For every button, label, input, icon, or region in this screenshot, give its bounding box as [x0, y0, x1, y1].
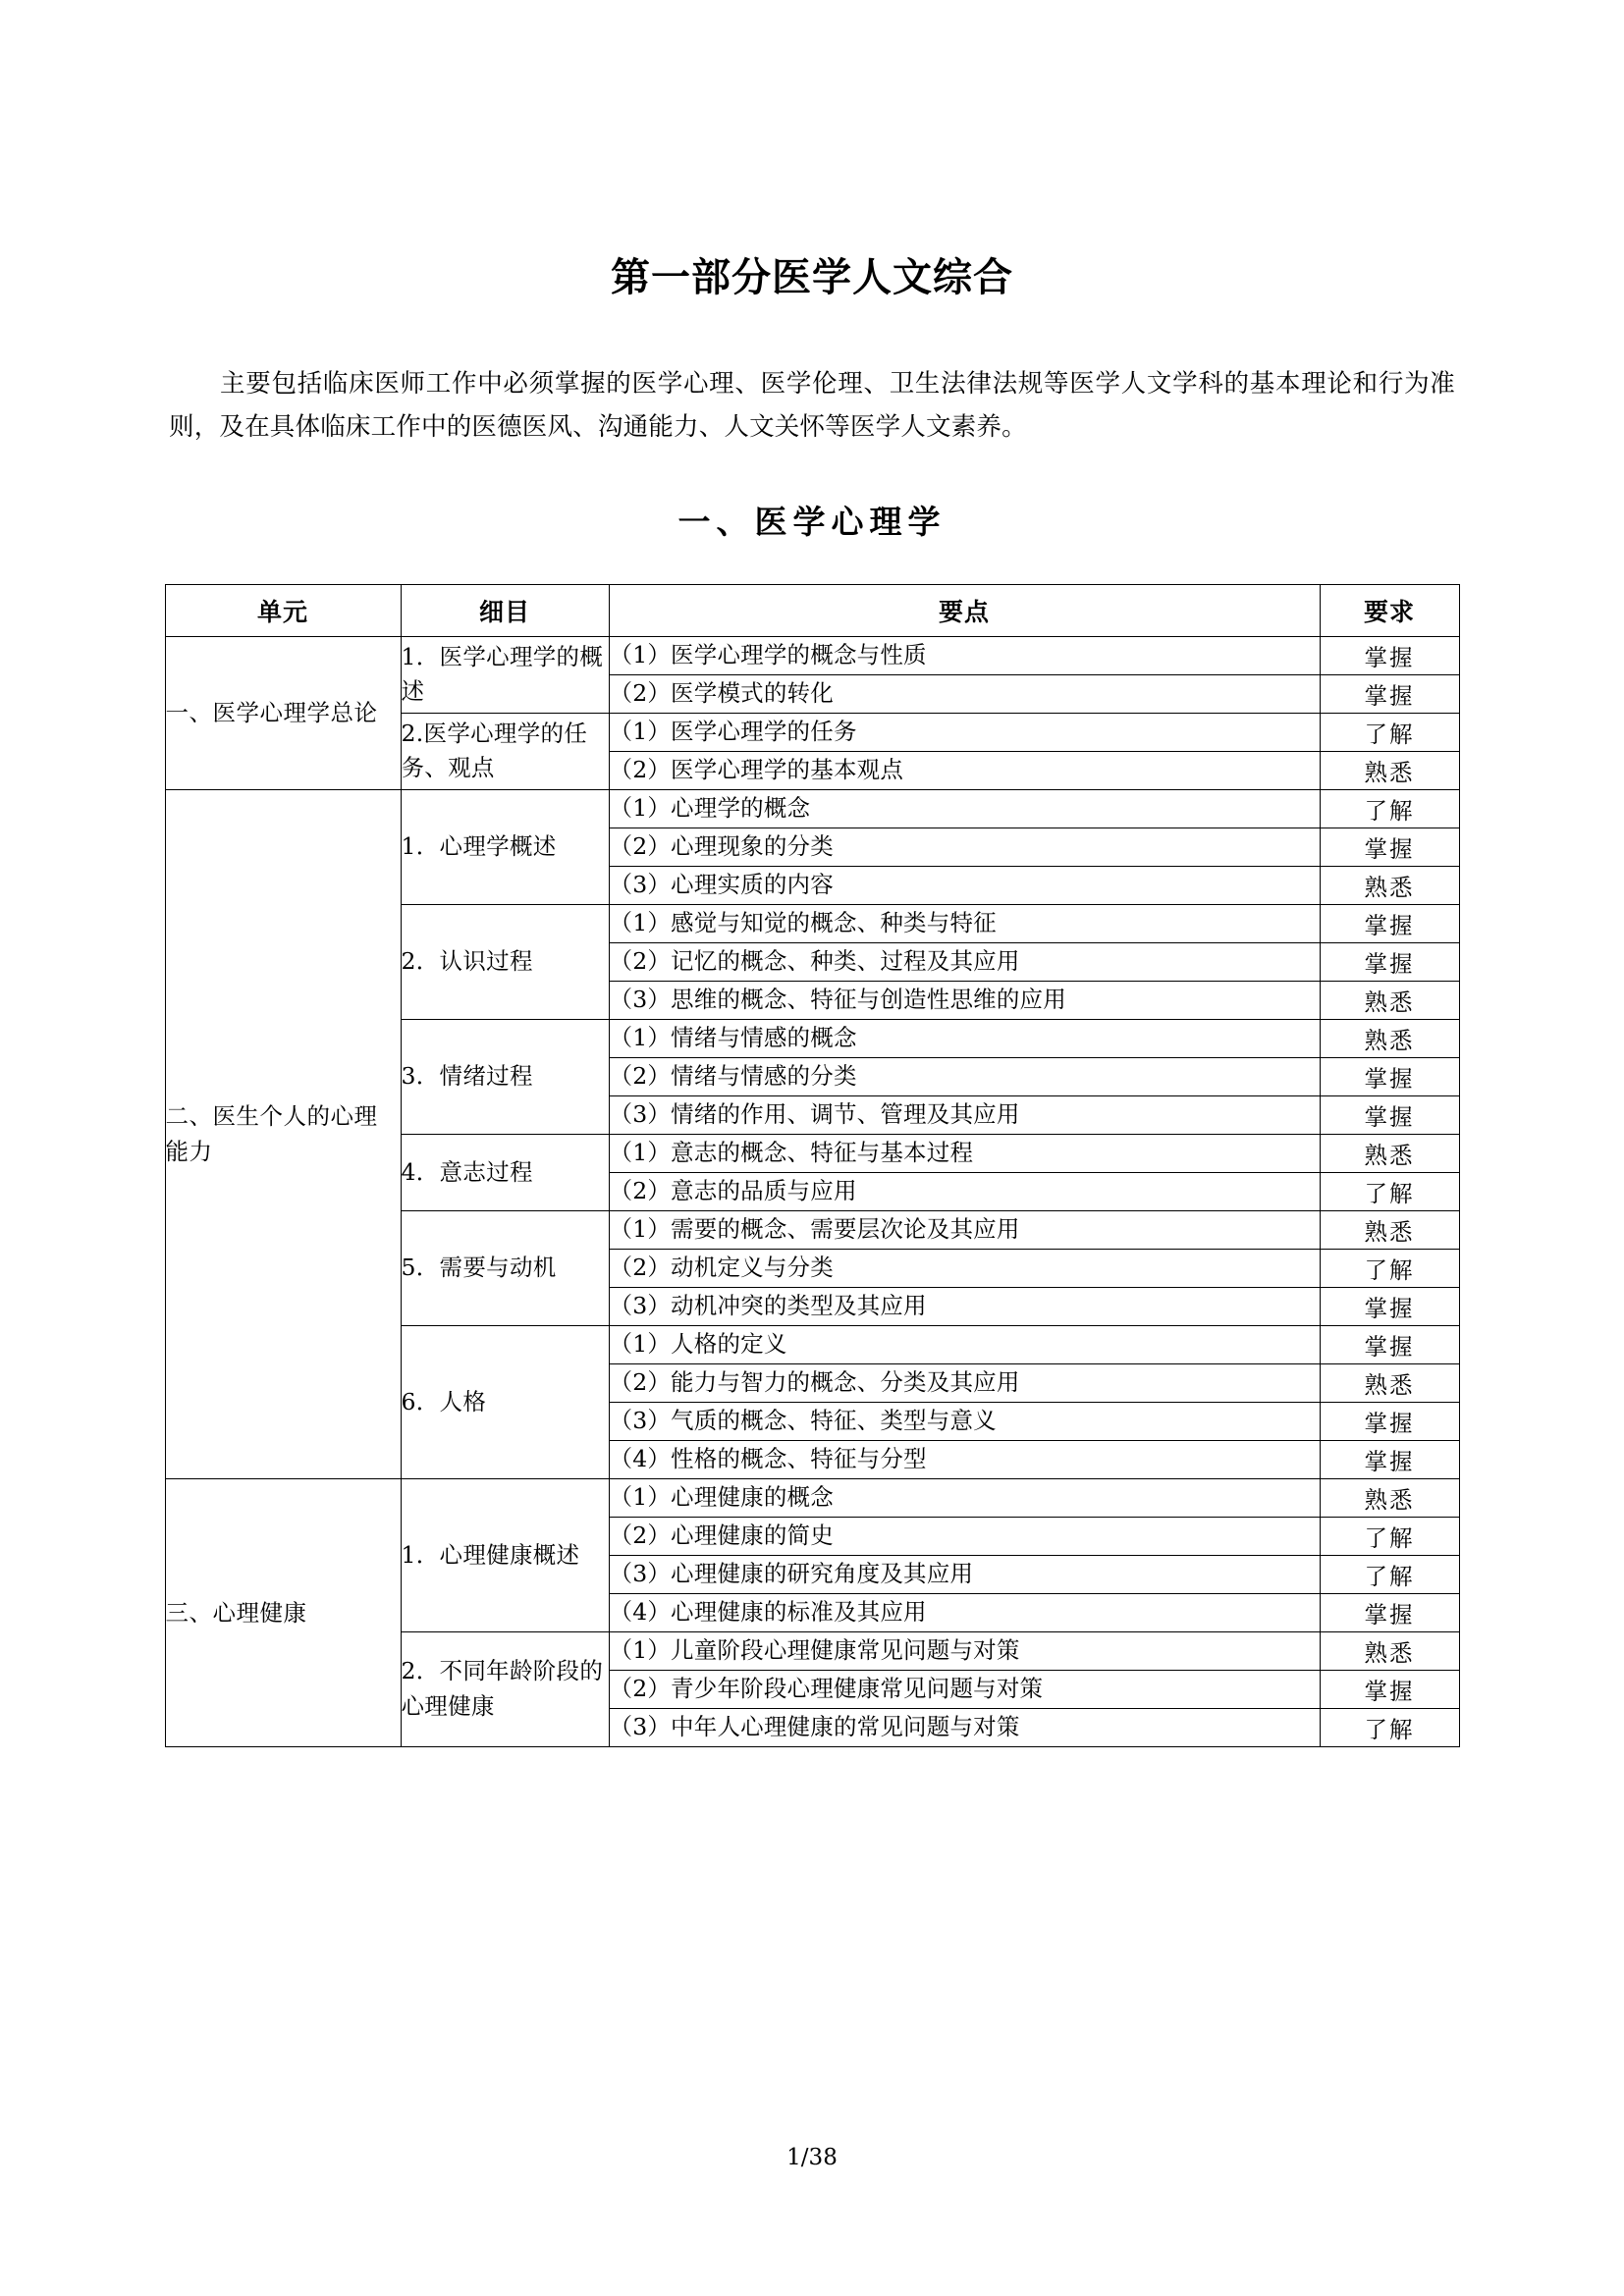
detail-cell: 5．需要与动机 — [401, 1210, 609, 1325]
unit-cell: 三、心理健康 — [165, 1478, 401, 1746]
requirement-cell: 掌握 — [1320, 1402, 1459, 1440]
point-cell: （1）情绪与情感的概念 — [609, 1019, 1320, 1057]
detail-cell: 1．医学心理学的概述 — [401, 636, 609, 713]
requirement-cell: 熟悉 — [1320, 1210, 1459, 1249]
requirement-cell: 了解 — [1320, 789, 1459, 828]
point-cell: （3）中年人心理健康的常见问题与对策 — [609, 1708, 1320, 1746]
header-requirement: 要求 — [1320, 584, 1459, 636]
table-head — [165, 584, 1459, 636]
point-cell: （2）青少年阶段心理健康常见问题与对策 — [609, 1670, 1320, 1708]
requirement-cell: 了解 — [1320, 1172, 1459, 1210]
point-cell: （1）心理学的概念 — [609, 789, 1320, 828]
point-cell: （3）心理实质的内容 — [609, 866, 1320, 904]
table-header-row — [165, 584, 1459, 636]
page-title: 第一部分医学人文综合 — [611, 254, 1013, 300]
requirement-cell: 了解 — [1320, 1249, 1459, 1287]
requirement-cell: 熟悉 — [1320, 1631, 1459, 1670]
point-cell: （2）能力与智力的概念、分类及其应用 — [609, 1363, 1320, 1402]
point-cell: （2）心理现象的分类 — [609, 828, 1320, 866]
table-body — [165, 636, 1459, 1746]
header-unit: 单元 — [165, 584, 401, 636]
table-row — [165, 636, 1459, 674]
requirement-cell: 了解 — [1320, 1517, 1459, 1555]
header-point: 要点 — [609, 584, 1320, 636]
point-cell: （2）意志的品质与应用 — [609, 1172, 1320, 1210]
requirement-cell: 掌握 — [1320, 636, 1459, 674]
point-cell: （3）心理健康的研究角度及其应用 — [609, 1555, 1320, 1593]
point-cell: （3）气质的概念、特征、类型与意义 — [609, 1402, 1320, 1440]
unit-cell: 二、医生个人的心理能力 — [165, 789, 401, 1478]
detail-cell: 2.医学心理学的任务、观点 — [401, 713, 609, 789]
point-cell: （1）儿童阶段心理健康常见问题与对策 — [609, 1631, 1320, 1670]
point-cell: （2）心理健康的简史 — [609, 1517, 1320, 1555]
requirement-cell: 熟悉 — [1320, 1363, 1459, 1402]
section-title: 一、医学心理学 — [677, 502, 947, 541]
intro-paragraph: 主要包括临床医师工作中必须掌握的医学心理、医学伦理、卫生法律法规等医学人文学科的基本理论和行为准则，及在具体临床工作中的医德医风、沟通能力、人文关怀等医学人文素养。 — [169, 369, 1455, 442]
point-cell: （1）医学心理学的概念与性质 — [609, 636, 1320, 674]
detail-cell: 4．意志过程 — [401, 1134, 609, 1210]
requirement-cell: 掌握 — [1320, 1287, 1459, 1325]
outline-table — [165, 584, 1460, 1747]
requirement-cell: 熟悉 — [1320, 751, 1459, 789]
requirement-cell: 了解 — [1320, 713, 1459, 751]
requirement-cell: 掌握 — [1320, 1440, 1459, 1478]
outline-table-container — [0, 543, 1624, 1747]
requirement-cell: 熟悉 — [1320, 1134, 1459, 1172]
requirement-cell: 熟悉 — [1320, 866, 1459, 904]
table-row — [165, 1478, 1459, 1517]
point-cell: （2）记忆的概念、种类、过程及其应用 — [609, 942, 1320, 981]
header-detail: 细目 — [401, 584, 609, 636]
point-cell: （2）医学模式的转化 — [609, 674, 1320, 713]
point-cell: （1）需要的概念、需要层次论及其应用 — [609, 1210, 1320, 1249]
page-footer: 1/38 — [786, 2145, 838, 2170]
point-cell: （1）意志的概念、特征与基本过程 — [609, 1134, 1320, 1172]
requirement-cell: 了解 — [1320, 1555, 1459, 1593]
point-cell: （3）动机冲突的类型及其应用 — [609, 1287, 1320, 1325]
requirement-cell: 掌握 — [1320, 1325, 1459, 1363]
point-cell: （1）感觉与知觉的概念、种类与特征 — [609, 904, 1320, 942]
point-cell: （3）情绪的作用、调节、管理及其应用 — [609, 1095, 1320, 1134]
point-cell: （1）人格的定义 — [609, 1325, 1320, 1363]
detail-cell: 2．不同年龄阶段的心理健康 — [401, 1631, 609, 1746]
requirement-cell: 掌握 — [1320, 1593, 1459, 1631]
requirement-cell: 掌握 — [1320, 674, 1459, 713]
requirement-cell: 掌握 — [1320, 1095, 1459, 1134]
detail-cell: 3．情绪过程 — [401, 1019, 609, 1134]
point-cell: （4）性格的概念、特征与分型 — [609, 1440, 1320, 1478]
requirement-cell: 掌握 — [1320, 828, 1459, 866]
point-cell: （2）医学心理学的基本观点 — [609, 751, 1320, 789]
requirement-cell: 掌握 — [1320, 904, 1459, 942]
point-cell: （4）心理健康的标准及其应用 — [609, 1593, 1320, 1631]
point-cell: （2）动机定义与分类 — [609, 1249, 1320, 1287]
requirement-cell: 掌握 — [1320, 1057, 1459, 1095]
point-cell: （3）思维的概念、特征与创造性思维的应用 — [609, 981, 1320, 1019]
requirement-cell: 熟悉 — [1320, 1478, 1459, 1517]
detail-cell: 1．心理学概述 — [401, 789, 609, 904]
point-cell: （1）心理健康的概念 — [609, 1478, 1320, 1517]
requirement-cell: 掌握 — [1320, 1670, 1459, 1708]
point-cell: （1）医学心理学的任务 — [609, 713, 1320, 751]
table-row — [165, 789, 1459, 828]
requirement-cell: 熟悉 — [1320, 981, 1459, 1019]
unit-cell: 一、医学心理学总论 — [165, 636, 401, 789]
detail-cell: 2．认识过程 — [401, 904, 609, 1019]
requirement-cell: 掌握 — [1320, 942, 1459, 981]
point-cell: （2）情绪与情感的分类 — [609, 1057, 1320, 1095]
requirement-cell: 了解 — [1320, 1708, 1459, 1746]
detail-cell: 6．人格 — [401, 1325, 609, 1478]
detail-cell: 1．心理健康概述 — [401, 1478, 609, 1631]
requirement-cell: 熟悉 — [1320, 1019, 1459, 1057]
